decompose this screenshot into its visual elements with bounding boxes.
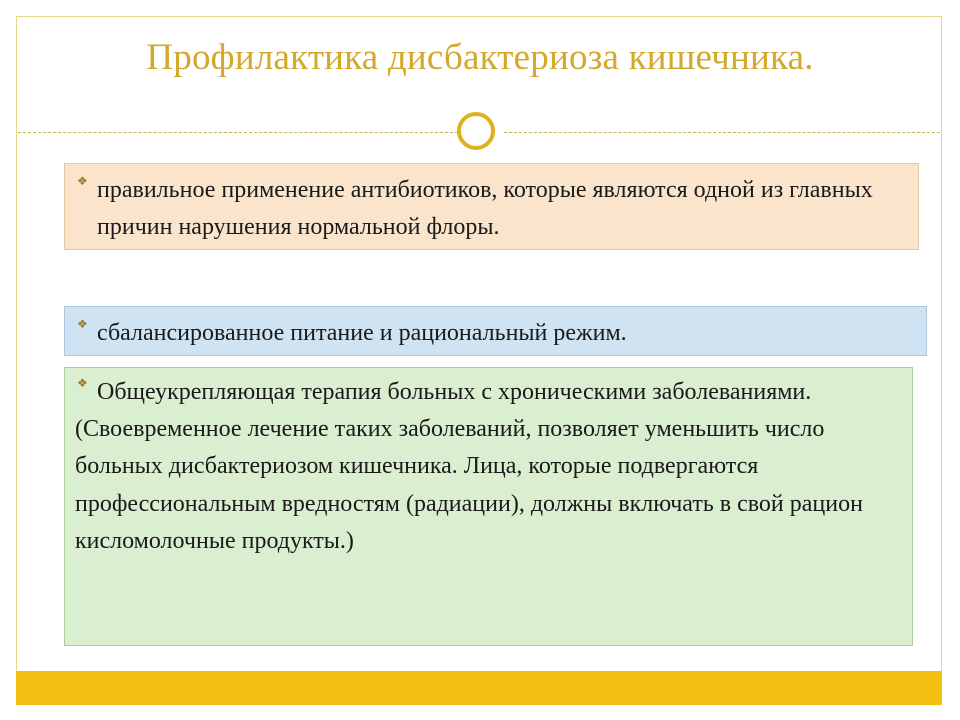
- item-text: Общеукрепляющая терапия больных с хроническими заболеваниями.: [97, 379, 812, 405]
- title-divider-right: [504, 132, 940, 133]
- item-text: сбалансированное питание и рациональный режим.: [97, 320, 627, 346]
- item-note: (Своевременное лечение таких заболеваний, позволяет уменьшить число больных дисбактериозом кишечника. Лица, которые подвергаются профессиональным вредностям (радиации), должны включать в свой рацион кисломолочные продукты.): [75, 416, 863, 554]
- content-box-antibiotics: [64, 163, 919, 250]
- diamond-bullet-icon: ❖: [77, 174, 88, 188]
- content-box-nutrition: [64, 306, 927, 356]
- item-text: правильное применение антибиотиков, которые являются одной из главных причин нарушения нормальной флоры.: [97, 177, 873, 241]
- title-divider-left: [18, 132, 458, 133]
- list-item: [75, 315, 916, 352]
- bottom-accent-bar: [16, 671, 942, 705]
- diamond-bullet-icon: ❖: [77, 317, 88, 331]
- list-item: [75, 172, 908, 246]
- ring-ornament-icon: [457, 112, 495, 150]
- list-item: [75, 374, 902, 411]
- content-box-therapy: [64, 367, 913, 646]
- slide-title: Профилактика дисбактериоза кишечника.: [146, 37, 814, 78]
- diamond-bullet-icon: ❖: [77, 376, 88, 390]
